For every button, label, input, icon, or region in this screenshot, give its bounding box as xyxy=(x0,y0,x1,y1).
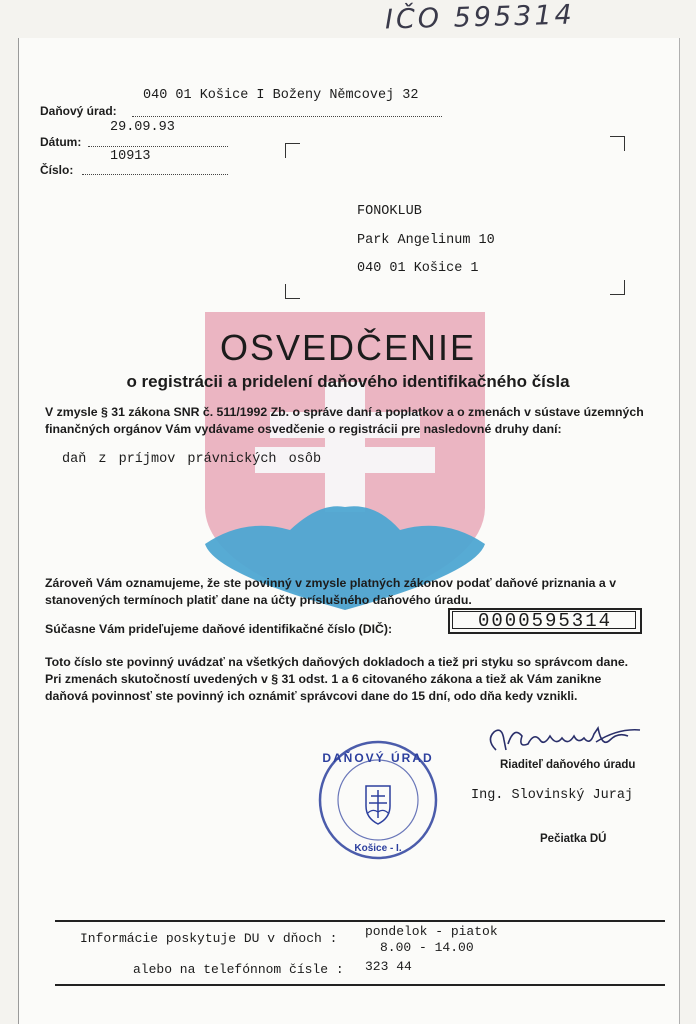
handwritten-note: IČO 595314 xyxy=(384,0,576,36)
office-dotted-line xyxy=(132,116,442,117)
recipient-street: Park Angelinum 10 xyxy=(357,233,495,248)
recipient-name: FONOKLUB xyxy=(357,204,422,219)
footer-info-label: Informácie poskytuje DU v dňoch : xyxy=(80,931,338,946)
number-label: Číslo: xyxy=(40,163,74,177)
paragraph-usage: Toto číslo ste povinný uvádzať na všetkých daňových dokladoch a tiež pri styku so správcom dane. Pri zmenách skutočností uvedených v § 31 odst. 1 a 6 citovaného zákona a tiež ak Vám zanikne daňová povinnosť ste povinný ich oznámiť správcovi dane do 15 dní, odo dňa kedy vznikli. xyxy=(45,655,629,703)
recipient-city: 040 01 Košice 1 xyxy=(357,261,479,276)
stamp-bottom-text: Košice - I. xyxy=(354,843,402,854)
date-label: Dátum: xyxy=(40,135,82,149)
number-value: 10913 xyxy=(110,149,151,164)
document-subtitle: o registrácii a pridelení daňového identifikačného čísla xyxy=(126,372,570,391)
stamp-top-text: DAŇOVÝ ÚRAD xyxy=(322,751,434,765)
dic-value: 0000595314 xyxy=(448,608,642,634)
window-corner-top-left xyxy=(285,143,300,158)
document-title: OSVEDČENIE xyxy=(219,327,477,368)
director-name: Ing. Slovinský Juraj xyxy=(471,788,634,803)
dic-label: Súčasne Vám prideľujeme daňové identifikačné číslo (DIČ): xyxy=(45,622,393,636)
window-corner-bottom-left xyxy=(285,284,300,299)
tax-type: daň z príjmov právnických osôb xyxy=(62,452,322,467)
footer-phone-label: alebo na telefónnom čísle : xyxy=(133,962,344,977)
director-role: Riaditeľ daňového úradu xyxy=(500,759,636,771)
date-dotted-line xyxy=(88,146,228,147)
paragraph-obligations: Zároveň Vám oznamujeme, že ste povinný v zmysle platných zákonov podať daňové priznania a v stanovených termínoch platiť dane na účty príslušného daňového úradu. xyxy=(45,576,617,607)
number-dotted-line xyxy=(82,174,228,175)
footer-phone: 323 44 xyxy=(365,959,412,974)
footer-hours: 8.00 - 14.00 xyxy=(380,940,474,955)
office-value: 040 01 Košice I Boženy Němcovej 32 xyxy=(143,88,419,103)
office-stamp xyxy=(316,738,440,862)
window-corner-top-right xyxy=(610,136,625,151)
paragraph-legal-basis: V zmysle § 31 zákona SNR č. 511/1992 Zb. o správe daní a poplatkov a o zmenách v sústave územných finančných orgánov Vám vydávame osvedčenie o registrácii pre nasledovné druhy daní: xyxy=(45,405,644,436)
stamp-label: Pečiatka DÚ xyxy=(540,833,607,845)
footer-days: pondelok - piatok xyxy=(365,924,498,939)
window-corner-bottom-right xyxy=(610,280,625,295)
date-value: 29.09.93 xyxy=(110,120,175,135)
info-footer xyxy=(55,920,665,986)
office-label: Daňový úrad: xyxy=(40,104,117,118)
